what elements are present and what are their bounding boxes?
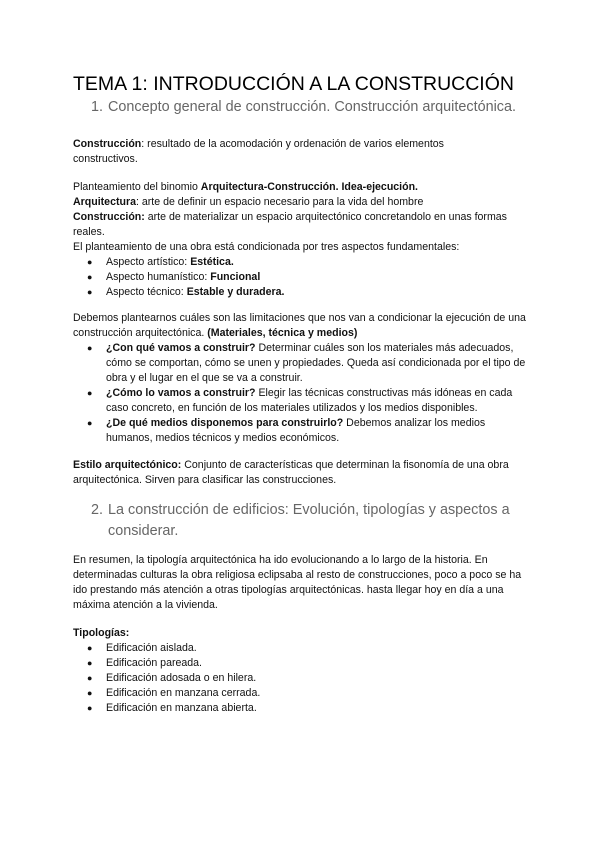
tipologias-heading: Tipologías: (73, 627, 130, 639)
list-item (73, 641, 533, 656)
binomio-intro-bold: Arquitectura-Construcción. Idea-ejecución. (200, 181, 419, 193)
question: ¿Con qué vamos a construir? (106, 342, 256, 354)
tipologias-list (73, 641, 533, 716)
bullet-icon: ● (87, 688, 93, 698)
list-item (73, 656, 533, 671)
resumen-paragraph: En resumen, la tipología arquitectónica ha ido evolucionando a lo largo de la historia. En determinadas culturas la obra religiosa eclipsaba al resto de construcciones, poco a poco se ha ido prestando más atención a otras tipologías arquitectónicas. hasta llegar hoy en día a una máxima atención a la vivienda. (73, 554, 522, 611)
construccion-term: Construcción (73, 138, 142, 150)
bullet-icon: ● (87, 343, 93, 353)
construccion-art-text: arte de materializar un espacio arquitectónico concretandolo en unas formas reales. (73, 211, 507, 238)
section-1-title: Concepto general de construcción. Construcción arquitectónica. (108, 99, 516, 115)
aspect-value: Estable y duradera. (186, 286, 285, 298)
construccion-text: : resultado de la acomodación y ordenación de varios elementos constructivos. (73, 138, 444, 165)
binomio-block (73, 180, 533, 300)
tipologia-label: Edificación adosada o en hilera. (106, 672, 257, 684)
section-1-number: 1. (91, 99, 104, 115)
aspect-label: Aspecto artístico: (106, 256, 191, 268)
construccion-art-definition (73, 210, 533, 240)
answer: Determinar cuáles son los materiales más adecuados, cómo se comportan, cómo se unen y propiedades. Queda así condicionada por el tipo de obra y el lugar en el que se va a construir. (106, 342, 526, 384)
binomio-intro (73, 180, 533, 195)
list-item (73, 386, 533, 416)
tipologias-block (73, 626, 533, 716)
answer: Debemos analizar los medios humanos, medios técnicos y medios económicos. (106, 417, 486, 444)
tipologia-label: Edificación pareada. (106, 657, 202, 669)
question: ¿Cómo lo vamos a construir? (106, 387, 256, 399)
list-item (73, 341, 533, 386)
limitaciones-intro-bold: (Materiales, técnica y medios) (207, 327, 358, 339)
list-item (73, 701, 533, 716)
section-1-heading (91, 97, 516, 118)
estilo-text: Conjunto de características que determinan la fisonomía de una obra arquitectónica. Sirven para clasificar las construcciones. (73, 459, 509, 486)
aspect-value: Funcional (210, 271, 261, 283)
section-2-title-line1: La construcción de edificios: Evolución, tipologías y aspectos a (108, 502, 510, 518)
limitaciones-intro-text: Debemos plantearnos cuáles son las limitaciones que nos van a condicionar la ejecución de una construcción arquitectónica. (73, 312, 526, 339)
list-item (73, 270, 533, 285)
list-item (73, 255, 533, 270)
bullet-icon: ● (87, 418, 93, 428)
bullet-icon: ● (87, 272, 93, 282)
estilo-definition (73, 458, 513, 488)
bullet-icon: ● (87, 658, 93, 668)
answer: Elegir las técnicas constructivas más idóneas en cada caso concreto, en función de los materiales utilizados y los medios disponibles. (106, 387, 513, 414)
bullet-icon: ● (87, 673, 93, 683)
section-2-heading (91, 500, 510, 542)
arquitectura-term: Arquitectura (73, 196, 136, 208)
binomio-intro-text: Planteamiento del binomio (73, 181, 201, 193)
bullet-icon: ● (87, 703, 93, 713)
list-item (73, 671, 533, 686)
section-2-title-line2: considerar. (108, 523, 179, 539)
aspect-value: Estética. (190, 256, 234, 268)
question: ¿De qué medios disponemos para construirlo? (106, 417, 344, 429)
aspects-list (73, 255, 533, 300)
document-title: TEMA 1: INTRODUCCIÓN A LA CONSTRUCCIÓN (73, 73, 514, 95)
limitaciones-intro (73, 311, 533, 341)
bullet-icon: ● (87, 287, 93, 297)
tipologia-label: Edificación aislada. (106, 642, 197, 654)
arquitectura-text: : arte de definir un espacio necesario para la vida del hombre (135, 196, 424, 208)
list-item (73, 686, 533, 701)
limitaciones-block (73, 311, 533, 446)
construccion-art-term: Construcción: (73, 211, 145, 223)
tipologia-label: Edificación en manzana cerrada. (106, 687, 261, 699)
aspect-label: Aspecto técnico: (106, 286, 187, 298)
list-item (73, 416, 533, 446)
estilo-term: Estilo arquitectónico: (73, 459, 182, 471)
arquitectura-definition (73, 195, 533, 210)
bullet-icon: ● (87, 643, 93, 653)
bullet-icon: ● (87, 388, 93, 398)
aspects-intro: El planteamiento de una obra está condicionada por tres aspectos fundamentales: (73, 241, 460, 253)
construccion-definition (73, 137, 478, 167)
bullet-icon: ● (87, 257, 93, 267)
list-item (73, 285, 533, 300)
section-2-number: 2. (91, 502, 104, 518)
limitaciones-list (73, 341, 533, 446)
aspect-label: Aspecto humanístico: (106, 271, 211, 283)
tipologia-label: Edificación en manzana abierta. (106, 702, 257, 714)
